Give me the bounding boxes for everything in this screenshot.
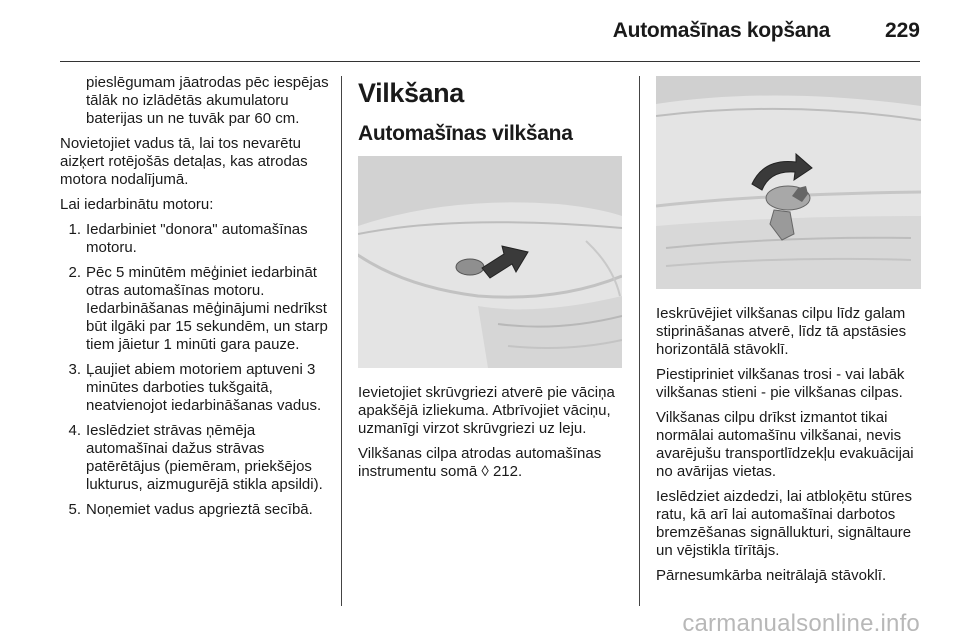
list-item [60, 422, 332, 494]
list-number: 3. [68, 361, 81, 378]
watermark: carmanualsonline.info [682, 610, 920, 637]
list-item [60, 501, 332, 519]
paragraph: Vilkšanas cilpu drīkst izmantot tikai normālai automašīnu vilkšanai, nevis avarējušu transportlīdzekļu evakuācijai no avārijas vietas. [656, 409, 914, 480]
paragraph: Vilkšanas cilpa atrodas automašīnas instrumentu somā ◊ 212. [358, 445, 602, 480]
paragraph: Lai iedarbinātu motoru: [60, 196, 214, 213]
list-number: 4. [68, 422, 81, 439]
column-3 [656, 74, 921, 592]
paragraph: Ieskrūvējiet vilkšanas cilpu līdz galam stiprināšanas atverē, līdz tā apstāsies horizontālā stāvoklī. [656, 305, 907, 358]
list-text: Ļaujiet abiem motoriem aptuveni 3 minūtes darboties tukšgaitā, neatvienojot iedarbināšanas vadus. [86, 361, 322, 414]
list-text: Ieslēdziet strāvas ņēmēja automašīnai dažus strāvas patērētājus (piemēram, priekšējos lukturus, aizmugurējā stikla apsildi). [86, 422, 323, 493]
list-item [60, 221, 332, 257]
column-divider-2 [639, 76, 640, 606]
section-heading: Vilkšana [358, 78, 464, 108]
paragraph: Ieslēdziet aizdedzi, lai atbloķētu stūres ratu, kā arī lai automašīnai darbotos bremzēšanas signāllukturi, signāltaure un vējstikla tīrītājs. [656, 488, 912, 559]
paragraph: Novietojiet vadus tā, lai tos nevarētu aizķert rotējošās detaļas, kas atrodas motora nodalījumā. [60, 135, 308, 188]
list-number: 1. [68, 221, 81, 238]
bumper-cover-illustration [358, 156, 622, 368]
paragraph: Piestipriniet vilkšanas trosi - vai labāk vilkšanas stieni - pie vilkšanas cilpas. [656, 366, 905, 401]
paragraph: Pārnesumkārba neitrālajā stāvoklī. [656, 567, 887, 584]
steps-list [60, 221, 332, 519]
column-1 [60, 74, 332, 526]
list-item [60, 264, 332, 354]
towing-eye-illustration [656, 76, 921, 289]
column-2 [358, 74, 624, 488]
list-text: Iedarbiniet "donora" automašīnas motoru. [86, 221, 308, 256]
list-text: Pēc 5 minūtēm mēģiniet iedarbināt otras automašīnas motoru. Iedarbināšanas mēģinājumi nedrīkst būt ilgāki par 15 sekundēm, un starp tiem jāietur 1 minūti gara pauze. [86, 264, 328, 353]
column-divider-1 [341, 76, 342, 606]
list-number: 5. [68, 501, 81, 518]
list-number: 2. [68, 264, 81, 281]
list-item [60, 361, 332, 415]
page-title: Automašīnas kopšana [612, 19, 830, 42]
page-header [60, 14, 920, 50]
header-rule [60, 61, 920, 62]
subsection-heading: Automašīnas vilkšana [358, 122, 573, 145]
continued-paragraph: pieslēgumam jāatrodas pēc iespējas tālāk no izlādētās akumulatoru baterijas un ne tuvāk par 60 cm. [86, 74, 329, 127]
page-number: 229 [884, 19, 920, 42]
paragraph: Ievietojiet skrūvgriezi atverē pie vāciņa apakšējā izliekuma. Atbrīvojiet vāciņu, uzmanīgi virzot skrūvgriezi uz leju. [358, 384, 615, 437]
list-text: Noņemiet vadus apgrieztā secībā. [86, 501, 313, 518]
